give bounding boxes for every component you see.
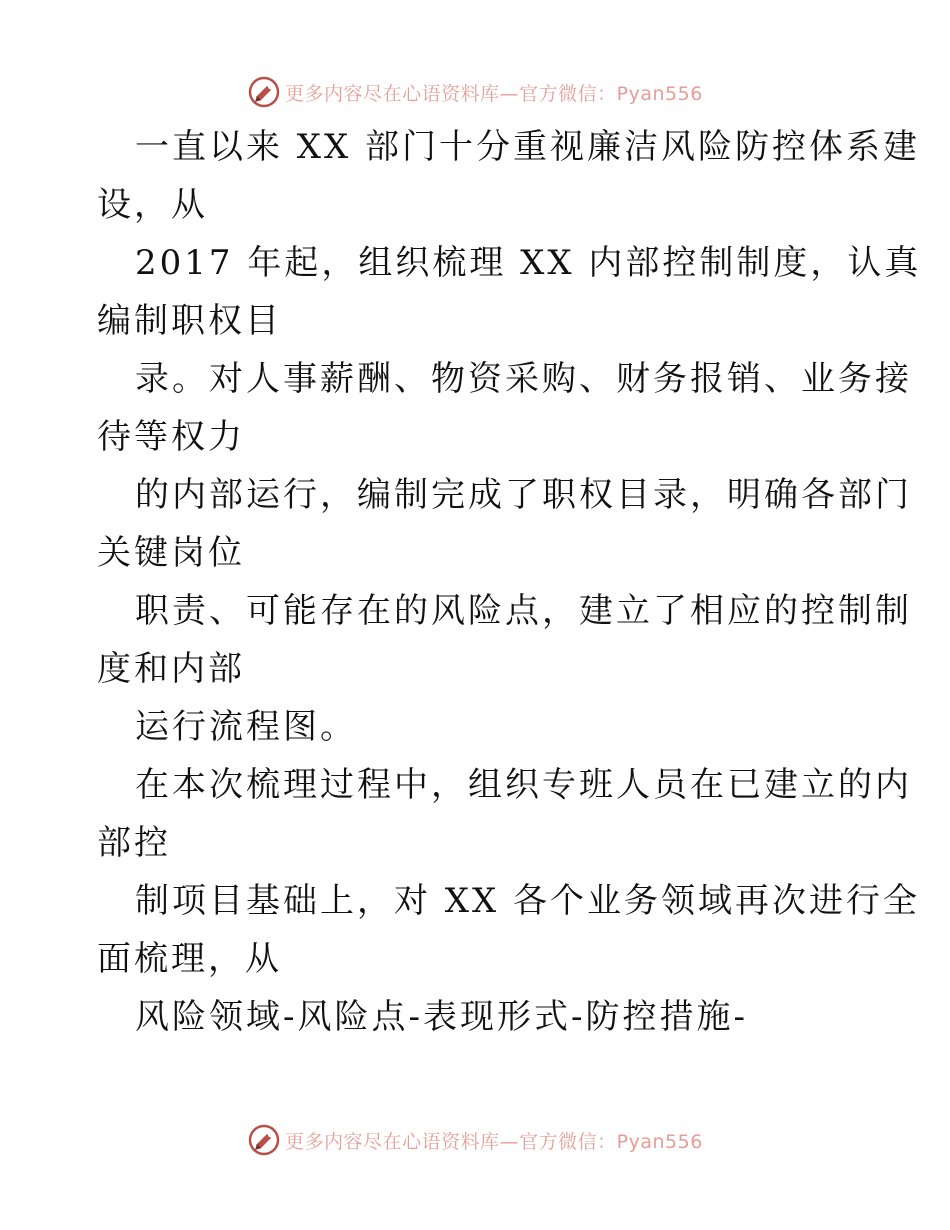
document-body <box>97 118 922 1046</box>
watermark-text: 更多内容尽在心语资料库—官方微信：Pyan556 <box>285 1130 703 1153</box>
text-line: 面梳理，从 <box>97 939 282 979</box>
text-line: 关键岗位 <box>97 533 245 573</box>
footer-watermark <box>0 1120 950 1160</box>
text-line: 的内部运行，编制完成了职权目录，明确各部门 <box>135 475 912 515</box>
text-line: 部控 <box>97 823 171 863</box>
watermark-text: 更多内容尽在心语资料库—官方微信：Pyan556 <box>285 82 703 105</box>
text-line: 待等权力 <box>97 417 245 457</box>
text-line: 录。对人事薪酬、物资采购、财务报销、业务接 <box>135 359 912 399</box>
text-line: 风险领域-风险点-表现形式-防控措施- <box>135 997 748 1037</box>
pen-logo-icon <box>247 75 281 109</box>
text-line: 一直以来 XX 部门十分重视廉洁风险防控体系建 <box>135 127 921 167</box>
text-line: 2017 年起，组织梳理 XX 内部控制制度，认真 <box>135 243 922 283</box>
text-line: 在本次梳理过程中，组织专班人员在已建立的内 <box>135 765 912 805</box>
text-line: 度和内部 <box>97 649 245 689</box>
text-line: 运行流程图。 <box>135 707 357 747</box>
text-line: 职责、可能存在的风险点，建立了相应的控制制 <box>135 591 912 631</box>
header-watermark <box>0 72 950 112</box>
text-line: 制项目基础上，对 XX 各个业务领域再次进行全 <box>135 881 921 921</box>
text-line: 设，从 <box>97 185 208 225</box>
text-line: 编制职权目 <box>97 301 282 341</box>
pen-logo-icon <box>247 1123 281 1157</box>
